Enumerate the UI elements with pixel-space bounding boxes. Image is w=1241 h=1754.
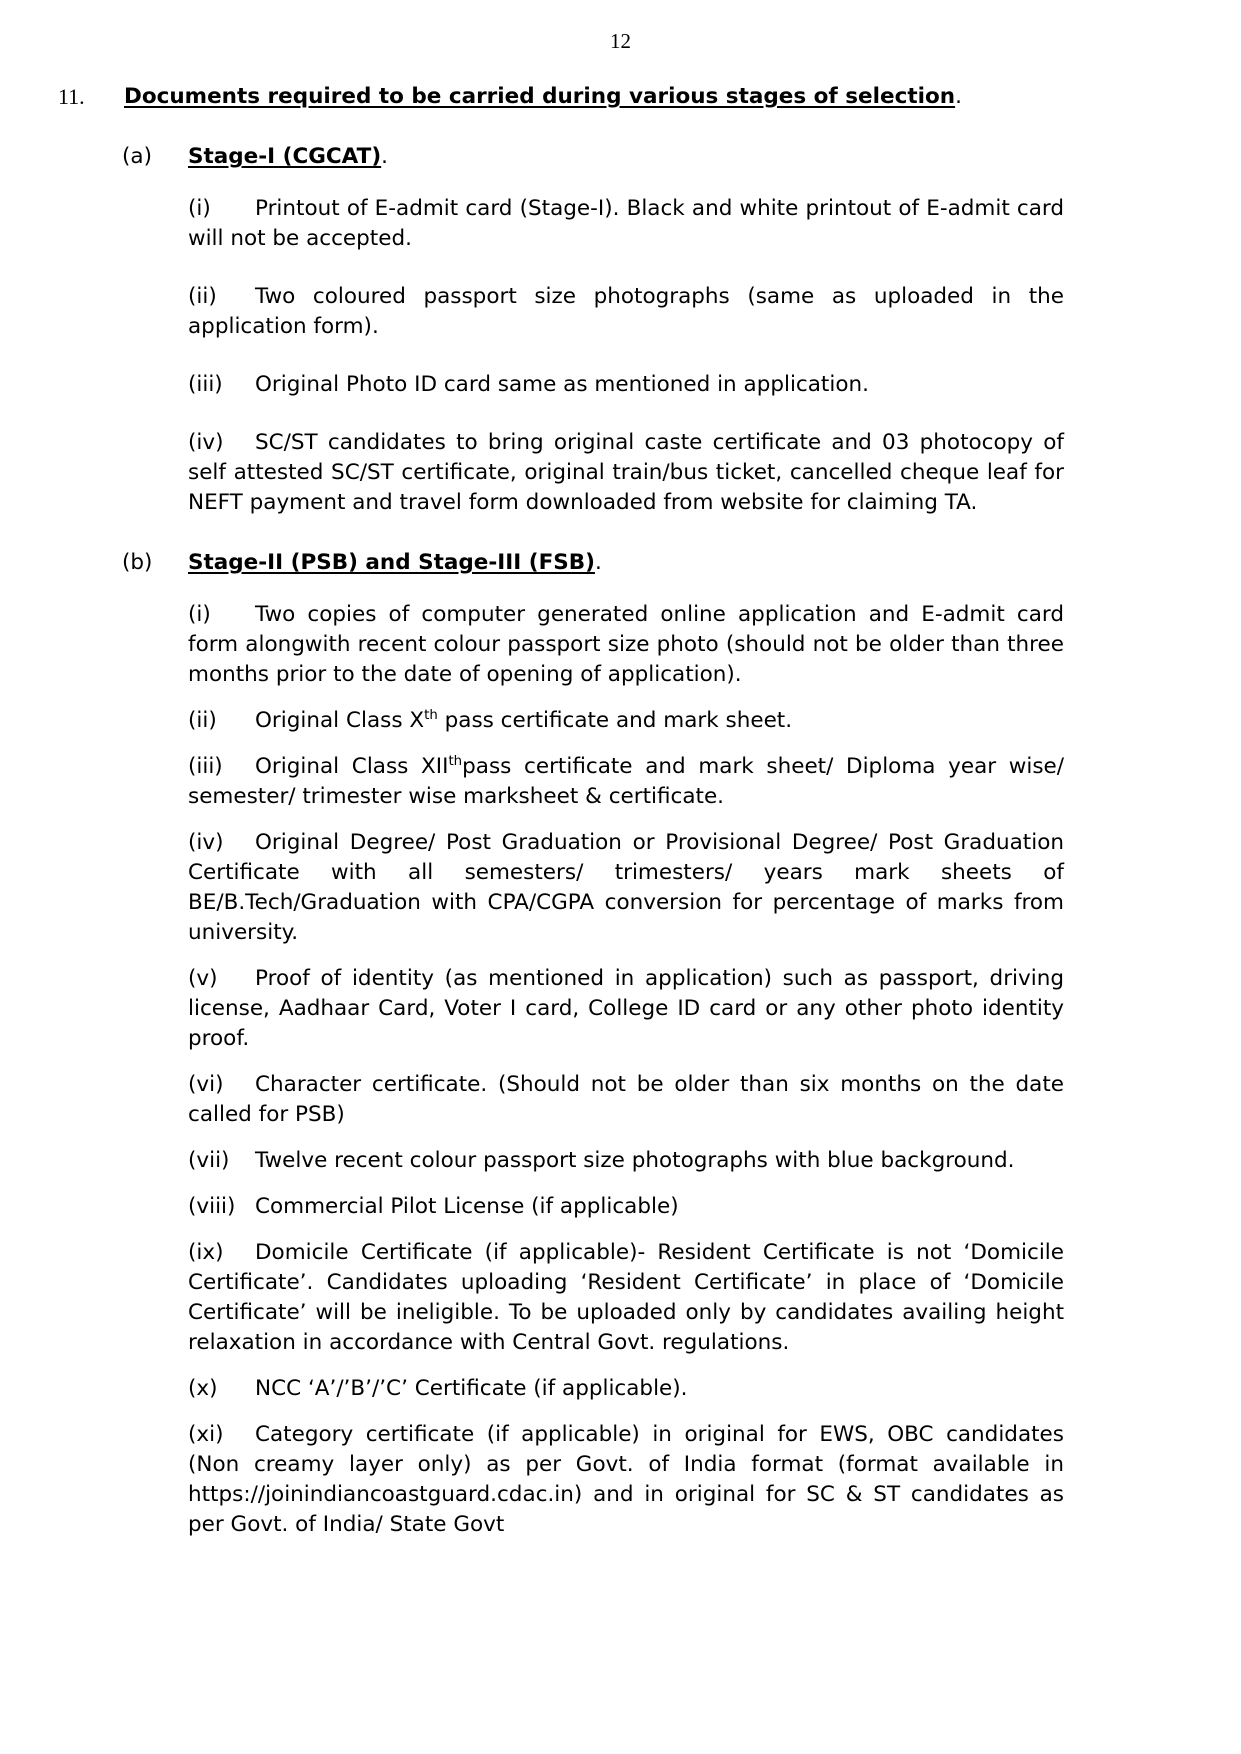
clause-title: Documents required to be carried during various stages of selection (124, 84, 956, 109)
list-item-marker: (iii) (188, 754, 223, 779)
list-item (188, 964, 1064, 1054)
list-item-marker: (ii) (188, 284, 217, 309)
list-item-text: Character certificate. (Should not be older than six months on the date called for PSB) (188, 1072, 1064, 1127)
list-item-marker: (iv) (188, 830, 224, 855)
list-item-marker: (i) (188, 602, 211, 627)
section-a-label: (a) (122, 144, 152, 169)
list-item-marker: (viii) (188, 1194, 236, 1219)
list-item-marker: (iii) (188, 372, 223, 397)
list-item-text: Twelve recent colour passport size photographs with blue background. (255, 1148, 1015, 1173)
list-item-superscript: th (424, 707, 438, 723)
list-item (188, 428, 1064, 518)
section-b-heading (122, 548, 1064, 578)
list-item-text: Original Photo ID card same as mentioned in application. (255, 372, 869, 397)
section-a-title: Stage-I (CGCAT) (188, 144, 382, 169)
list-item-marker: (vii) (188, 1148, 230, 1173)
list-item-text: SC/ST candidates to bring original caste certificate and 03 photocopy of self attested SC/ST certificate, original train/bus ticket, cancelled cheque leaf for NEFT payment and travel form downloaded from website for claiming TA. (188, 430, 1064, 515)
list-item-text: Original Degree/ Post Graduation or Provisional Degree/ Post Graduation Certificate with all semesters/ trimesters/ years mark sheets of BE/B.Tech/Graduation with CPA/CGPA conversion for percentage of marks from university. (188, 830, 1064, 945)
list-item (188, 706, 1064, 736)
list-item-marker: (xi) (188, 1422, 224, 1447)
list-item-text: NCC ‘A’/’B’/’C’ Certificate (if applicable). (255, 1376, 688, 1401)
list-item (188, 1070, 1064, 1130)
section-b-title-suffix: . (594, 550, 602, 575)
clause-number: 11. (58, 84, 85, 109)
list-item (188, 1146, 1064, 1176)
list-item-marker: (ii) (188, 708, 217, 733)
section-a-title-suffix: . (381, 144, 388, 169)
document-body (58, 82, 1064, 1556)
list-item (188, 828, 1064, 948)
list-item (188, 1192, 1064, 1222)
list-item (188, 370, 1064, 400)
list-item-text-pre: Original Class XII (255, 754, 449, 779)
clause-title-suffix: . (955, 84, 962, 109)
list-item-text: Domicile Certificate (if applicable)- Resident Certificate is not ‘Domicile Certificate’. Candidates uploading ‘Resident Certificate’ in place of ‘Domicile Certificate’ will be ineligible. To be uploaded only by candidates availing height relaxation in accordance with Central Govt. regulations. (188, 1240, 1064, 1355)
list-item-marker: (i) (188, 196, 211, 221)
list-item-marker: (v) (188, 966, 218, 991)
list-item-marker: (x) (188, 1376, 218, 1401)
list-item-text: Category certificate (if applicable) in original for EWS, OBC candidates (Non creamy layer only) as per Govt. of India format (format available in https://joinindiancoastguard.cdac.in) and in original for SC & ST candidates as per Govt. of India/ State Govt (188, 1422, 1064, 1537)
list-item (188, 1374, 1064, 1404)
list-item-text: Commercial Pilot License (if applicable) (255, 1194, 679, 1219)
list-item (188, 600, 1064, 690)
list-item-text-pre: Original Class X (255, 708, 425, 733)
list-item-marker: (vi) (188, 1072, 224, 1097)
list-item-marker: (ix) (188, 1240, 224, 1265)
list-item-text-post: pass certificate and mark sheet. (437, 708, 793, 733)
page-number: 12 (610, 29, 631, 53)
list-item (188, 752, 1064, 812)
section-b-items (188, 600, 1064, 1540)
list-item (188, 194, 1064, 254)
list-item-text: Proof of identity (as mentioned in application) such as passport, driving license, Aadhaar Card, Voter I card, College ID card or any other photo identity proof. (188, 966, 1064, 1051)
section-a-heading (122, 142, 1064, 172)
list-item-text-post: pass certificate and mark sheet/ Diploma year wise/ semester/ trimester wise marksheet & certificate. (188, 754, 1064, 809)
list-item (188, 1238, 1064, 1358)
list-item-marker: (iv) (188, 430, 224, 455)
list-item-superscript: th (448, 753, 463, 769)
section-a-items (188, 194, 1064, 518)
list-item-text: Two copies of computer generated online application and E-admit card form alongwith recent colour passport size photo (should not be older than three months prior to the date of opening of application). (188, 602, 1064, 687)
list-item (188, 1420, 1064, 1540)
list-item-text: Two coloured passport size photographs (same as uploaded in the application form). (188, 284, 1064, 339)
list-item (188, 282, 1064, 342)
clause-11 (58, 82, 1064, 112)
section-b-title: Stage-II (PSB) and Stage-III (FSB) (188, 550, 595, 575)
list-item-text: Printout of E-admit card (Stage-I). Black and white printout of E-admit card will not be accepted. (188, 196, 1064, 251)
section-b-label: (b) (122, 550, 153, 575)
